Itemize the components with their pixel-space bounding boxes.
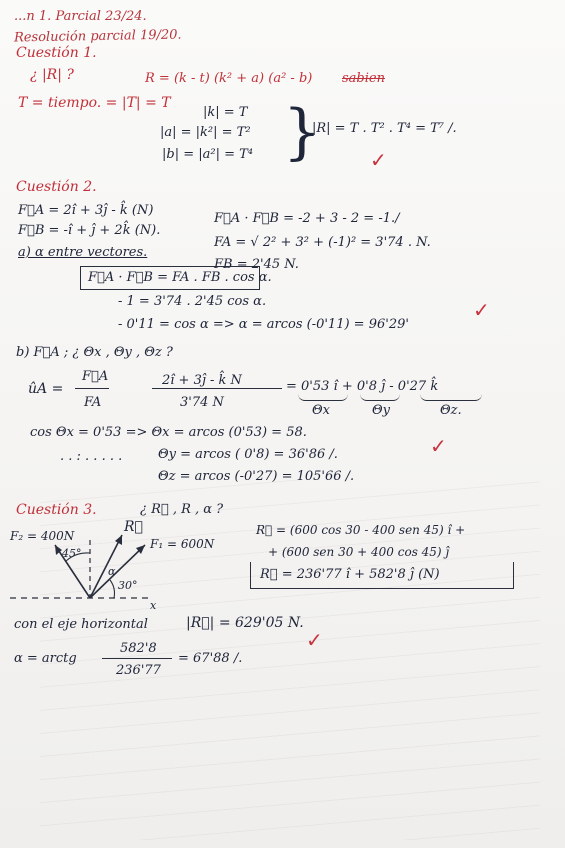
c1-a: |a| = |k²| = T² [160,125,251,140]
angle-45-label: 45° [62,547,82,560]
c2-a-heading: a) α entre vectores. [18,245,148,260]
c2-fb-magnitude: FB = 2'45 N. [214,257,299,272]
c3-eq1: R⃗ = (600 cos 30 - 400 sen 45) î + [256,523,466,537]
c1-formula: R = (k - t) (k² + a) (a² - b) [145,71,313,86]
frac1-den: FA [84,395,102,410]
f1-label: F₁ = 600N [150,537,215,551]
alpha-num: 582'8 [120,641,157,656]
c2-boxed-text: F⃗A · F⃗B = FA . FB . cos α. [88,270,272,285]
c3-heading: Cuestión 3. [16,502,97,518]
c2-cos-x: cos Θx = 0'53 => Θx = arcos (0'53) = 58. [30,425,307,440]
c2-fa: F⃗A = 2î + 3ĵ - k̂ (N) [18,203,154,218]
angle-30-arc [110,580,115,598]
alpha-den: 236'77 [116,663,161,678]
c3-question: ¿ R⃗ , R , α ? [140,502,224,517]
c2b-check-mark: ✓ [430,434,447,458]
c1-heading: Cuestión 1. [16,45,97,61]
c1-question: ¿ |R| ? [30,67,74,83]
c2a-check-mark: ✓ [473,298,490,322]
alpha-label: α [108,565,116,578]
c2-theta-y: Θy = arcos ( 0'8) = 36'86 /. [158,447,338,462]
c1-result: |R| = T . T² . T⁴ = T⁷ /. [312,121,457,136]
brace: } [283,97,322,167]
header-subtitle: Resolución parcial 19/20. [13,27,182,46]
theta-x-label: Θx [312,403,330,418]
theta-y-label: Θy [372,403,391,418]
c2-b-heading: b) F⃗A ; ¿ Θx , Θy , Θz ? [16,345,173,360]
alpha-result: = 67'88 /. [178,651,243,666]
c1-k: |k| = T [203,105,248,120]
c2-dot-product: F⃗A · F⃗B = -2 + 3 - 2 = -1./ [214,211,400,226]
c3-horizontal: con el eje horizontal [14,617,148,632]
f2-label: F₂ = 400N [10,529,75,543]
c3-check-mark: ✓ [306,628,323,652]
c2-heading: Cuestión 2. [16,179,97,195]
c1-struck-word: sabien [342,71,385,86]
frac1-num: F⃗A [82,369,109,384]
c2-dots: . . : . . . . . [60,449,123,464]
c2-theta-z: Θz = arcos (-0'27) = 105'66 /. [158,469,355,484]
resultant-label: R⃗ [124,519,143,535]
c1-b: |b| = |a²| = T⁴ [162,147,253,162]
header-title-line: ...n 1. Parcial 23/24. [14,9,147,24]
c2-unit-vector-label: ûA = [28,381,64,397]
c2-eq1: - 1 = 3'74 . 2'45 cos α. [118,294,267,309]
frac2-den: 3'74 N [180,395,224,410]
c2-components: = 0'53 î + 0'8 ĵ - 0'27 k̂ [286,379,439,394]
c1-tiempo: T = tiempo. = |T| = T [18,95,171,111]
theta-z-label: Θz. [440,403,462,418]
frac2-num: 2î + 3ĵ - k̂ N [162,373,242,388]
c3-magnitude: |R⃗| = 629'05 N. [186,615,304,631]
c1-check-mark: ✓ [370,148,387,172]
x-axis-label: x [150,599,157,612]
c2-fa-magnitude: FA = √ 2² + 3² + (-1)² = 3'74 . N. [214,235,431,250]
c3-result: R⃗ = 236'77 î + 582'8 ĵ (N) [260,567,440,582]
angle-30-label: 30° [118,579,138,592]
c3-eq2: + (600 sen 30 + 400 cos 45) ĵ [268,545,450,559]
c2-fb: F⃗B = -î + ĵ + 2k̂ (N). [18,223,161,238]
alpha-eq-label: α = arctg [14,651,77,666]
c2-eq2: - 0'11 = cos α => α = arcos (-0'11) = 96'29' [118,317,409,332]
alpha-fraction-bar [102,658,172,659]
